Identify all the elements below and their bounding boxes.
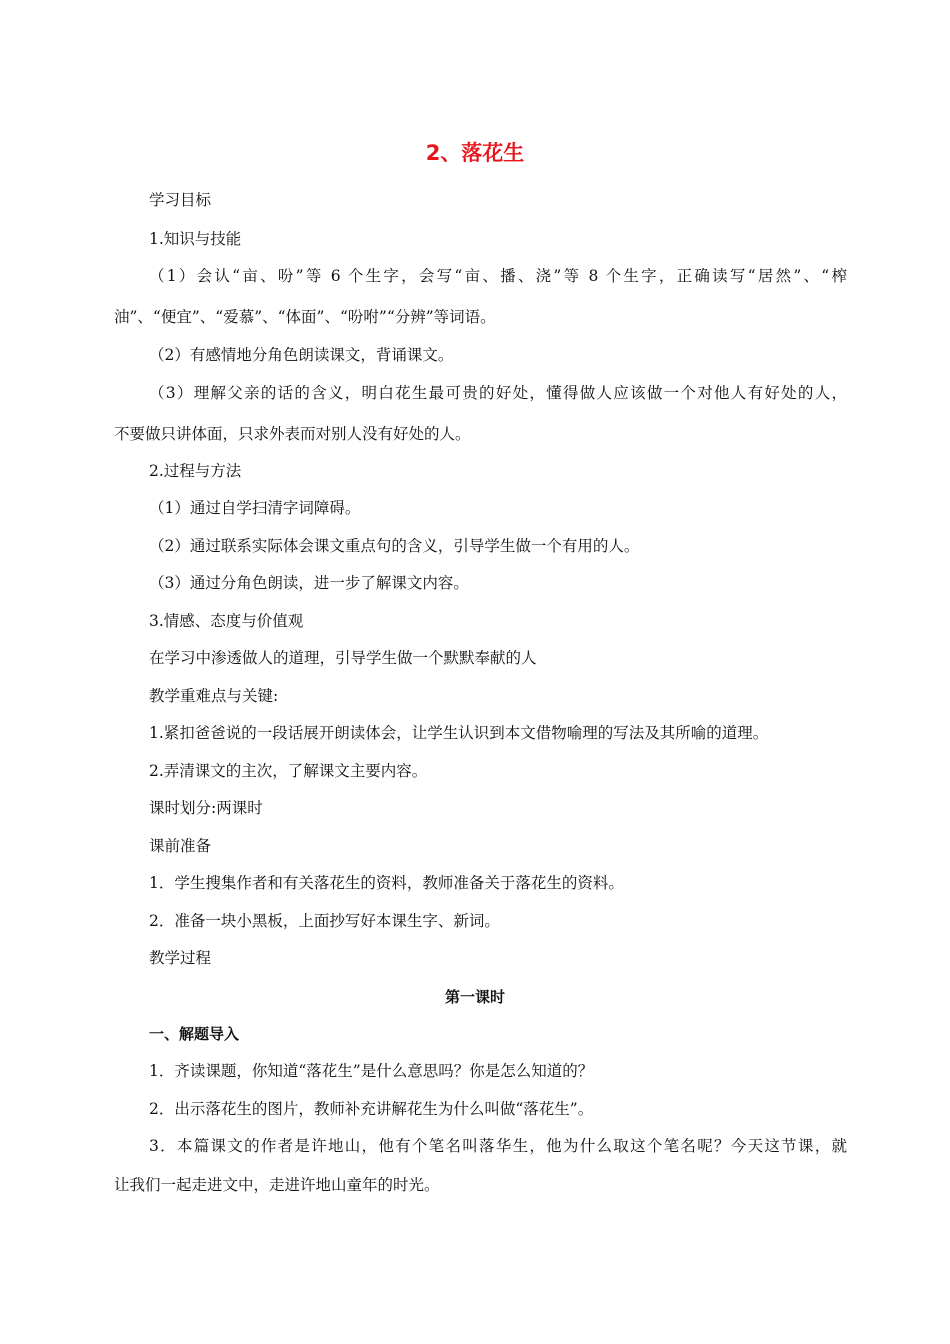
- goal-3-line-1: （3）理解父亲的话的含义，明白花生最可贵的好处，懂得做人应该做一个对他人有好处的人，: [149, 384, 847, 402]
- heading-knowledge-skills: 1.知识与技能: [149, 230, 242, 248]
- heading-emotion-values: 3.情感、态度与价值观: [149, 612, 304, 630]
- intro-2: 2．出示落花生的图片，教师补充讲解花生为什么叫做“落花生”。: [149, 1100, 594, 1118]
- heading-preparation: 课前准备: [149, 837, 212, 855]
- goal-2: （2）有感情地分角色朗读课文，背诵课文。: [149, 346, 454, 364]
- intro-3-line-1: 3．本篇课文的作者是许地山，他有个笔名叫落华生，他为什么取这个笔名呢？今天这节课，就: [149, 1137, 847, 1155]
- key-point-2: 2.弄清课文的主次，了解课文主要内容。: [149, 762, 428, 780]
- goal-3-line-2: 不要做只讲体面，只求外表而对别人没有好处的人。: [114, 425, 471, 443]
- method-3: （3）通过分角色朗读，进一步了解课文内容。: [149, 574, 469, 592]
- class-hours: 课时划分:两课时: [149, 799, 263, 817]
- intro-1: 1．齐读课题，你知道“落花生”是什么意思吗？你是怎么知道的？: [149, 1062, 594, 1080]
- method-2: （2）通过联系实际体会课文重点句的含义，引导学生做一个有用的人。: [149, 537, 640, 555]
- method-1: （1）通过自学扫清字词障碍。: [149, 499, 361, 517]
- values-text: 在学习中渗透做人的道理，引导学生做一个默默奉献的人: [149, 649, 537, 667]
- intro-3-line-2: 让我们一起走进文中，走进许地山童年的时光。: [114, 1176, 440, 1194]
- section-first-lesson: 第一课时: [444, 988, 505, 1006]
- goal-1-line-1: （1）会认“亩、吩”等 6 个生字，会写“亩、播、浇”等 8 个生字，正确读写“居然”、“榨: [149, 267, 847, 285]
- goal-1-line-2: 油”、“便宜”、“爱慕”、“体面”、“吩咐”“分辨”等词语。: [114, 308, 496, 326]
- heading-key-points: 教学重难点与关键:: [149, 687, 279, 705]
- key-point-1: 1.紧扣爸爸说的一段话展开朗读体会，让学生认识到本文借物喻理的写法及其所喻的道理。: [149, 724, 769, 742]
- heading-learning-goals: 学习目标: [149, 191, 212, 209]
- preparation-1: 1．学生搜集作者和有关落花生的资料，教师准备关于落花生的资料。: [149, 874, 624, 892]
- heading-process-method: 2.过程与方法: [149, 462, 242, 480]
- heading-teaching-process: 教学过程: [149, 949, 212, 967]
- preparation-2: 2．准备一块小黑板，上面抄写好本课生字、新词。: [149, 912, 500, 930]
- lesson-title: 2、落花生: [425, 141, 525, 165]
- heading-intro: 一、解题导入: [149, 1025, 240, 1043]
